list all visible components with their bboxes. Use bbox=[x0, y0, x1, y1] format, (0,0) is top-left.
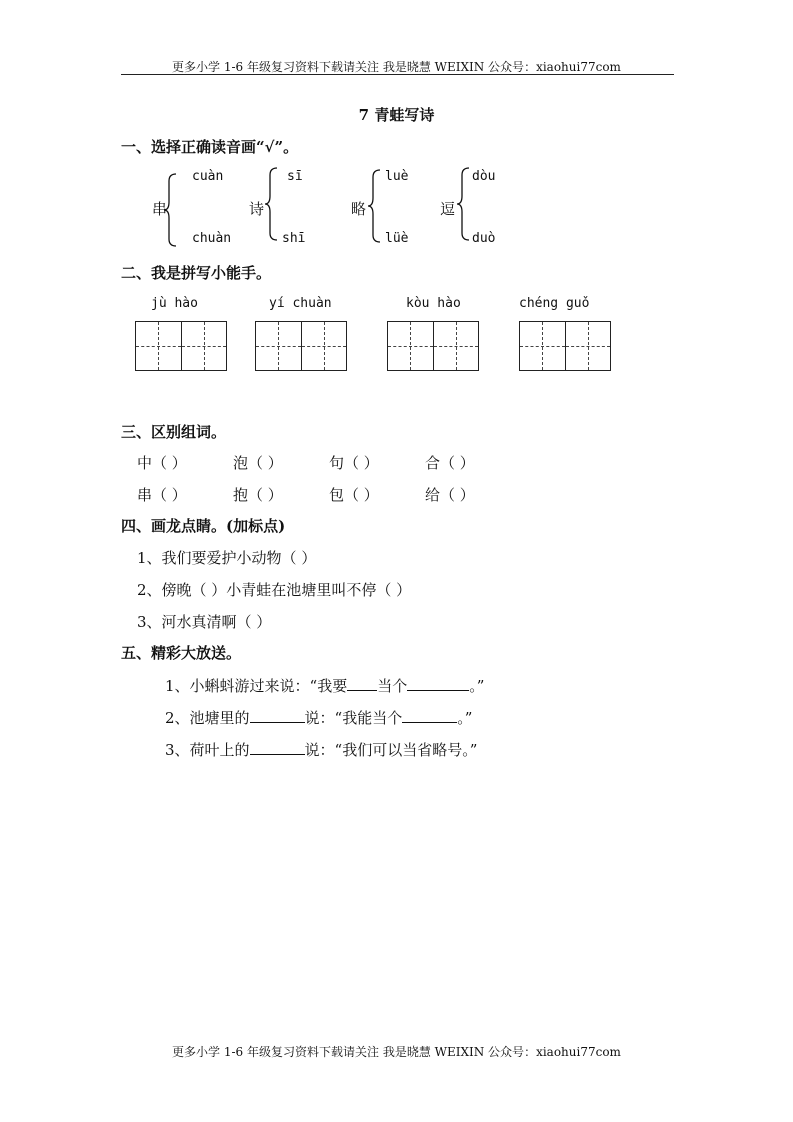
word-group-item: 抱（ ） bbox=[233, 486, 283, 504]
fill-text: 2、池塘里的 bbox=[165, 709, 250, 727]
grid-cell[interactable] bbox=[566, 322, 611, 370]
section2-pinyin: jù hào bbox=[151, 296, 198, 311]
word-group-item: 串（ ） bbox=[137, 486, 187, 504]
grid-cell[interactable] bbox=[182, 322, 227, 370]
word-group-item: 泡（ ） bbox=[233, 454, 283, 472]
writing-grid[interactable] bbox=[387, 321, 479, 371]
section1-pinyin-bottom: lüè bbox=[385, 231, 409, 246]
fill-blank[interactable] bbox=[402, 708, 457, 723]
fill-line-3 bbox=[165, 739, 477, 760]
section1-char: 诗 bbox=[249, 200, 265, 218]
fill-text: 1、小蝌蚪游过来说：“我要 bbox=[165, 677, 348, 695]
punctuation-item: 2、傍晚（ ）小青蛙在池塘里叫不停（ ） bbox=[137, 581, 412, 599]
grid-cell[interactable] bbox=[520, 322, 566, 370]
grid-cell[interactable] bbox=[388, 322, 434, 370]
header-rule bbox=[121, 74, 674, 75]
writing-grid[interactable] bbox=[135, 321, 227, 371]
grid-cell[interactable] bbox=[302, 322, 347, 370]
fill-blank[interactable] bbox=[407, 676, 469, 691]
fill-line-2 bbox=[165, 707, 472, 728]
brace-icon bbox=[456, 166, 472, 242]
section5-heading: 五、精彩大放送。 bbox=[121, 644, 242, 662]
word-group-item: 句（ ） bbox=[329, 454, 379, 472]
section2-pinyin: yí chuàn bbox=[269, 296, 332, 311]
brace-icon bbox=[163, 172, 179, 248]
page-title: 7 青蛙写诗 bbox=[358, 106, 435, 124]
section1-pinyin-bottom: shī bbox=[282, 231, 306, 246]
fill-text: 。” bbox=[457, 709, 473, 727]
writing-grid[interactable] bbox=[519, 321, 611, 371]
fill-text: 当个 bbox=[377, 677, 408, 695]
page-header: 更多小学 1-6 年级复习资料下载请关注 我是晓慧 WEIXIN 公众号：xiaohui77com bbox=[172, 60, 621, 74]
grid-cell[interactable] bbox=[256, 322, 302, 370]
word-group-item: 给（ ） bbox=[425, 486, 475, 504]
section1-char: 逗 bbox=[440, 200, 456, 218]
brace-icon bbox=[367, 168, 383, 244]
fill-blank[interactable] bbox=[250, 708, 305, 723]
section1-char: 略 bbox=[351, 200, 367, 218]
section1-pinyin-top: cuàn bbox=[192, 169, 224, 184]
punctuation-item: 3、河水真清啊（ ） bbox=[137, 613, 272, 631]
section1-heading: 一、选择正确读音画“√”。 bbox=[121, 138, 299, 156]
section1-pinyin-bottom: chuàn bbox=[192, 231, 232, 246]
section2-pinyin: chéng guǒ bbox=[519, 296, 590, 311]
section1-pinyin-bottom: duò bbox=[472, 231, 496, 246]
word-group-item: 包（ ） bbox=[329, 486, 379, 504]
section4-heading: 四、画龙点睛。(加标点) bbox=[121, 517, 286, 535]
punctuation-item: 1、我们要爱护小动物（ ） bbox=[137, 549, 317, 567]
section3-heading: 三、区别组词。 bbox=[121, 423, 227, 441]
fill-text: 说：“我们可以当省略号。” bbox=[304, 741, 478, 759]
fill-blank[interactable] bbox=[347, 676, 377, 691]
writing-grid[interactable] bbox=[255, 321, 347, 371]
fill-text: 。” bbox=[469, 677, 485, 695]
section2-heading: 二、我是拼写小能手。 bbox=[121, 264, 272, 282]
word-group-item: 合（ ） bbox=[425, 454, 475, 472]
fill-text: 3、荷叶上的 bbox=[165, 741, 250, 759]
grid-cell[interactable] bbox=[434, 322, 479, 370]
word-group-item: 中（ ） bbox=[137, 454, 187, 472]
grid-cell[interactable] bbox=[136, 322, 182, 370]
section1-char: 串 bbox=[152, 200, 168, 218]
fill-text: 说：“我能当个 bbox=[304, 709, 403, 727]
section2-pinyin: kòu hào bbox=[406, 296, 461, 311]
brace-icon bbox=[264, 166, 280, 242]
fill-line-1 bbox=[165, 675, 484, 696]
section1-pinyin-top: sī bbox=[287, 169, 303, 184]
page-footer: 更多小学 1-6 年级复习资料下载请关注 我是晓慧 WEIXIN 公众号：xiaohui77com bbox=[172, 1045, 621, 1059]
section1-pinyin-top: luè bbox=[385, 169, 409, 184]
fill-blank[interactable] bbox=[250, 740, 305, 755]
section1-pinyin-top: dòu bbox=[472, 169, 496, 184]
